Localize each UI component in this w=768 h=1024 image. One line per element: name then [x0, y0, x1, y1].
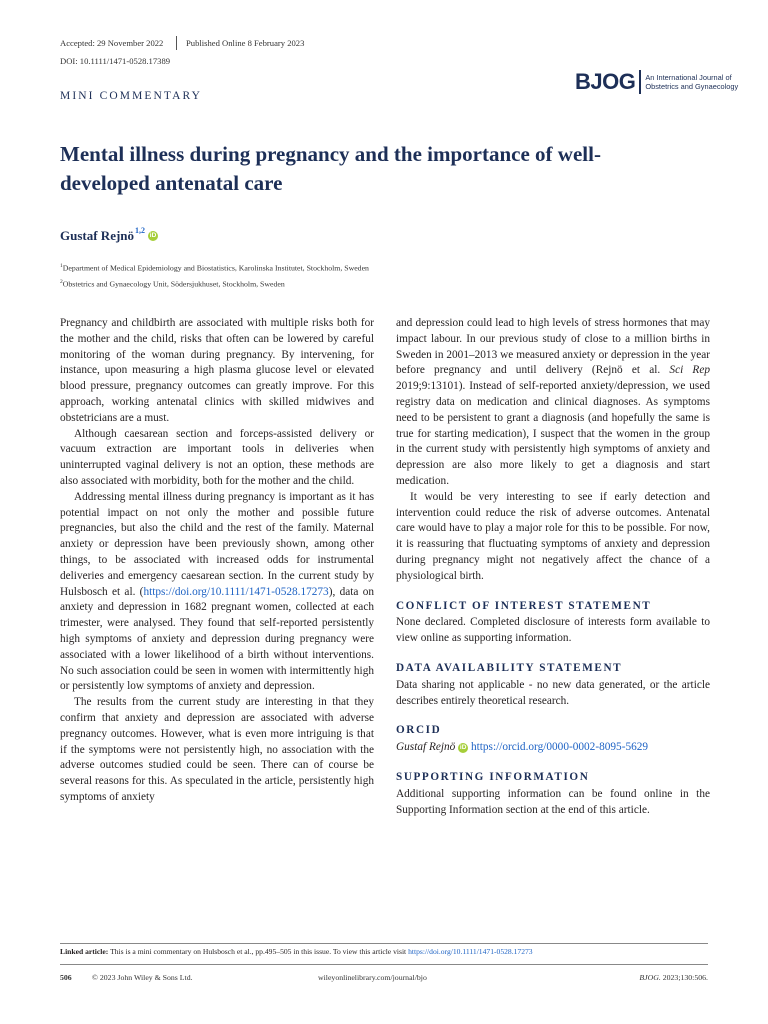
body-paragraph: It would be very interesting to see if early detection and intervention could reduce the risk of adverse outcomes. Antenatal care would have to play a major role for this to be possible. For now, it is reassuring that fluctuating symptoms of anxiety and depression during pregnancy might not negatively affect the chance of a physiological birth. — [396, 490, 710, 582]
journal-logo — [575, 70, 738, 94]
orcid-icon[interactable]: iD — [149, 232, 157, 239]
footer-rule — [60, 943, 708, 944]
body-paragraph — [60, 490, 374, 695]
linked-article-text: This is a mini commentary on Hulsbosch et al., pp.495–505 in this issue. To view this article visit — [108, 947, 409, 956]
coi-text: None declared. Completed disclosure of interests form available to view online as supporting information. — [396, 616, 710, 645]
bjog-logo-mark: BJOG — [575, 70, 641, 94]
author-affiliation-sup[interactable]: 1,2 — [135, 226, 146, 235]
published-date: Published Online 8 February 2023 — [186, 38, 305, 48]
supporting-info-text: Additional supporting information can be found online in the Supporting Information section at the end of this article. — [396, 787, 710, 816]
body-text: and depression could lead to high levels of stress hormones that may impact labour. In our previous study of close to a million births in Sweden in 2001–2013 we measured anxiety or depression in the year before pregnancy and until delivery (Rejnö et al. — [396, 317, 710, 377]
supporting-info-heading: SUPPORTING INFORMATION — [396, 770, 590, 783]
orcid-link[interactable]: https://orcid.org/0000-0002-8095-5629 — [470, 741, 649, 754]
citation — [620, 973, 708, 982]
article-title: Mental illness during pregnancy and the importance of well-developed antenatal care — [60, 142, 601, 195]
journal-website[interactable]: wileyonlinelibrary.com/journal/bjo — [318, 973, 427, 982]
right-column — [396, 316, 710, 818]
citation-journal: BJOG. — [639, 973, 661, 982]
body-text: ), data on anxiety and depression in 1682 pregnant women, collected at each trimester, were analysed. They found that self-reported persistently high symptoms of anxiety and depression during pregnancy were associated with a lower likelihood of a birth without interventions. No such association could be seen in women with intermittently high or persistently low symptoms of anxiety and depression. — [60, 585, 374, 693]
body-text: Addressing mental illness during pregnancy is important as it has potential impact on not only the mother and possible future pregnancies, but also the child and the rest of the family. Maternal anxiety or depression have been previously shown, among other things, to be associated with increased odds for instrumental deliveries and emergency caesarean section. In the current study by Hulsbosch et al. ( — [60, 490, 374, 598]
journal-name-line2: Obstetrics and Gynaecology — [645, 82, 739, 91]
affiliation-sup: 1 — [60, 263, 63, 269]
orcid-line — [396, 740, 710, 756]
header-separator — [176, 36, 177, 50]
affiliation-text: Obstetrics and Gynaecology Unit, Södersjukhuset, Stockholm, Sweden — [62, 279, 285, 289]
linked-article-label: Linked article: — [60, 947, 109, 956]
orcid-icon[interactable]: iD — [459, 743, 467, 751]
affiliation-text: Department of Medical Epidemiology and Biostatistics, Karolinska Institutet, Stockholm, Sweden — [62, 263, 369, 273]
hulsbosch-doi-link[interactable]: https://doi.org/10.1111/1471-0528.17273 — [143, 585, 329, 598]
body-paragraph — [396, 316, 710, 490]
affiliation-sup: 2 — [60, 279, 63, 285]
orcid-author-name: Gustaf Rejnö — [396, 741, 456, 754]
body-paragraph: Pregnancy and childbirth are associated with multiple risks both for the mother and the child, risks that often can be lowered by careful monitoring of the woman during pregnancy. By intervening, for instance, upon measuring a high plasma glucose level or elevated blood pressure, pregnancy outcomes can greatly improve. For this approach, working antenatal clinics with skilled midwives and obstetricians are a must. — [60, 317, 374, 424]
body-text: 2019;9:13101). Instead of self-reported anxiety/depression, we used registry data on medication and clinical diagnoses. As symptoms need to be persistent to grant a diagnosis (and hopefully the same is true for starting medication), I suspect that the women in the group in the current study with persistently high symptoms of anxiety and depression are also more likely to get a diagnosis and start medication. — [396, 380, 710, 487]
affiliation-2 — [60, 279, 285, 289]
left-column — [60, 316, 374, 806]
section-label: MINI COMMENTARY — [60, 90, 203, 102]
affiliation-1 — [60, 263, 369, 273]
doi[interactable]: DOI: 10.1111/1471-0528.17389 — [60, 56, 171, 66]
citation-volume: 2023;130:506. — [660, 973, 708, 982]
linked-article — [60, 947, 533, 956]
body-paragraph: The results from the current study are interesting in that they confirm that anxiety and depression are associated with adverse pregnancy outcomes. However, what is even more intriguing is that if the symptoms were not persistently high, no association with the adverse outcomes studied could be seen. There can of course be several reasons for this. As speculated in the article, persistently high symptoms of anxiety — [60, 696, 374, 803]
journal-name-line1: An International Journal of — [645, 73, 732, 82]
copyright: © 2023 John Wiley & Sons Ltd. — [92, 973, 193, 982]
author-name[interactable]: Gustaf Rejnö — [60, 228, 135, 243]
orcid-heading: ORCID — [396, 724, 442, 737]
journal-name — [641, 73, 738, 91]
coi-heading: CONFLICT OF INTEREST STATEMENT — [396, 599, 652, 612]
data-availability-heading: DATA AVAILABILITY STATEMENT — [396, 661, 623, 674]
data-availability-text: Data sharing not applicable - no new data generated, or the article describes entirely theoretical research. — [396, 678, 710, 707]
footer-rule — [60, 964, 708, 965]
accepted-date: Accepted: 29 November 2022 — [60, 38, 164, 48]
linked-article-link[interactable]: https://doi.org/10.1111/1471-0528.17273 — [408, 947, 533, 956]
body-paragraph: Although caesarean section and forceps-assisted delivery or vacuum extraction are important tools in deliveries when uninterrupted vaginal delivery is not an option, these methods are also associated with morbidity, both for the mother and the child. — [60, 427, 374, 487]
author-line — [60, 228, 158, 244]
page-number: 506 — [60, 973, 72, 982]
journal-citation: Sci Rep — [669, 364, 710, 377]
